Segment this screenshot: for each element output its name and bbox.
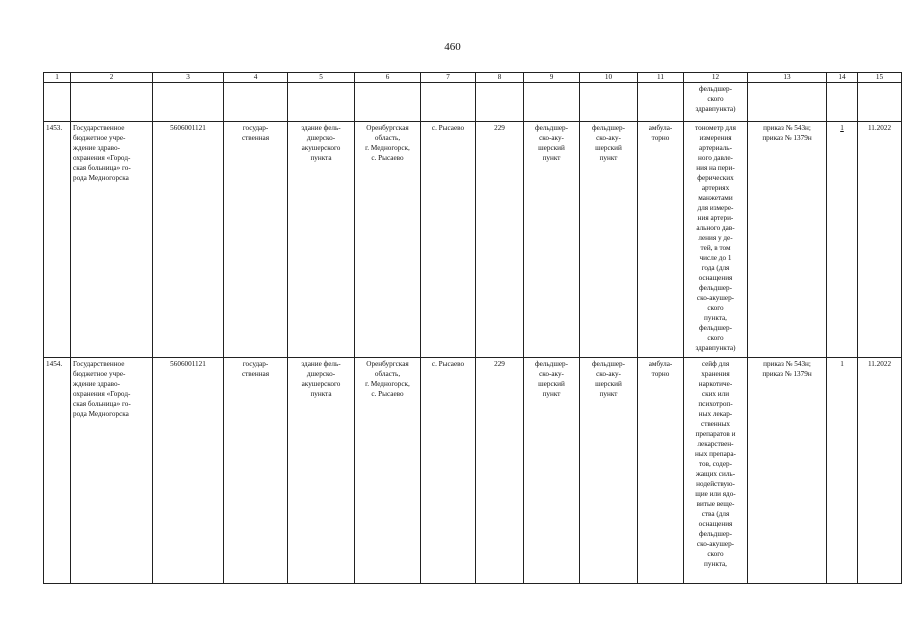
unit-name-cell: фельдшер- ско-аку- шерский пункт [580,122,638,358]
building-cell: здание фель- дшерско- акушерского пункта [288,122,355,358]
continued-row [44,83,902,122]
care-form-cell: амбула- торно [638,358,684,584]
column-header: 12 [684,73,748,83]
column-header: 15 [858,73,902,83]
equipment-cell: сейф для хранения наркотиче- ских или психотроп- ных лекар- ственных препаратов и лекарствен- ных препара- тов, содер- жащих силь- нодействую- щие или ядо- витые веще- ства (для оснащения фельдшер- ско-акушер- ского пункта, [684,358,748,584]
ownership-cell: государ- ственная [224,358,288,584]
date-cell: 11.2022 [858,358,902,584]
column-header: 1 [44,73,71,83]
column-header: 13 [748,73,827,83]
column-header: 3 [153,73,224,83]
row-number-cell: 1453. [44,122,71,358]
order-cell: приказ № 543н; приказ № 1379н [748,358,827,584]
column-header: 5 [288,73,355,83]
column-header: 7 [421,73,476,83]
equipment-cell: тонометр для измерения артериаль- ного давле- ния на пери- ферических артериях манжетами для измере- ния артери- ального дав- ления у де- тей, в том числе до 1 года (для оснащения фельдшер- ско-акушер- ского пункта, фельдшер- ского здравпункта) [684,122,748,358]
quantity-cell: 1 [827,122,858,358]
column-header: 9 [524,73,580,83]
column-header: 10 [580,73,638,83]
equipment-cell: фельдшер- ского здравпункта) [684,83,748,122]
address-cell: Оренбургская область, г. Медногорск, с. Рысаево [355,122,421,358]
institution-cell: Государственное бюджетное учре- ждение здраво- охранения «Город- ская больница» го- рода Медногорска [71,122,153,358]
quantity-cell: 1 [827,358,858,584]
order-cell: приказ № 543н; приказ № 1379н [748,122,827,358]
code-cell: 229 [476,358,524,584]
register-table [43,72,902,584]
inn-cell: 5606001121 [153,122,224,358]
unit-type-cell: фельдшер- ско-аку- шерский пункт [524,358,580,584]
unit-name-cell: фельдшер- ско-аку- шерский пункт [580,358,638,584]
unit-type-cell: фельдшер- ско-аку- шерский пункт [524,122,580,358]
institution-cell: Государственное бюджетное учре- ждение здраво- охранения «Город- ская больница» го- рода Медногорска [71,358,153,584]
table-row [44,122,902,358]
column-header: 11 [638,73,684,83]
column-header: 14 [827,73,858,83]
inn-cell: 5606001121 [153,358,224,584]
page-number: 460 [444,41,461,53]
column-header: 8 [476,73,524,83]
column-number-row [44,73,902,83]
table-row [44,358,902,584]
column-header: 6 [355,73,421,83]
ownership-cell: государ- ственная [224,122,288,358]
locality-cell: с. Рысаево [421,122,476,358]
row-number-cell: 1454. [44,358,71,584]
column-header: 4 [224,73,288,83]
locality-cell: с. Рысаево [421,358,476,584]
code-cell: 229 [476,122,524,358]
address-cell: Оренбургская область, г. Медногорск, с. Рысаево [355,358,421,584]
column-header: 2 [71,73,153,83]
building-cell: здание фель- дшерско- акушерского пункта [288,358,355,584]
date-cell: 11.2022 [858,122,902,358]
care-form-cell: амбула- торно [638,122,684,358]
